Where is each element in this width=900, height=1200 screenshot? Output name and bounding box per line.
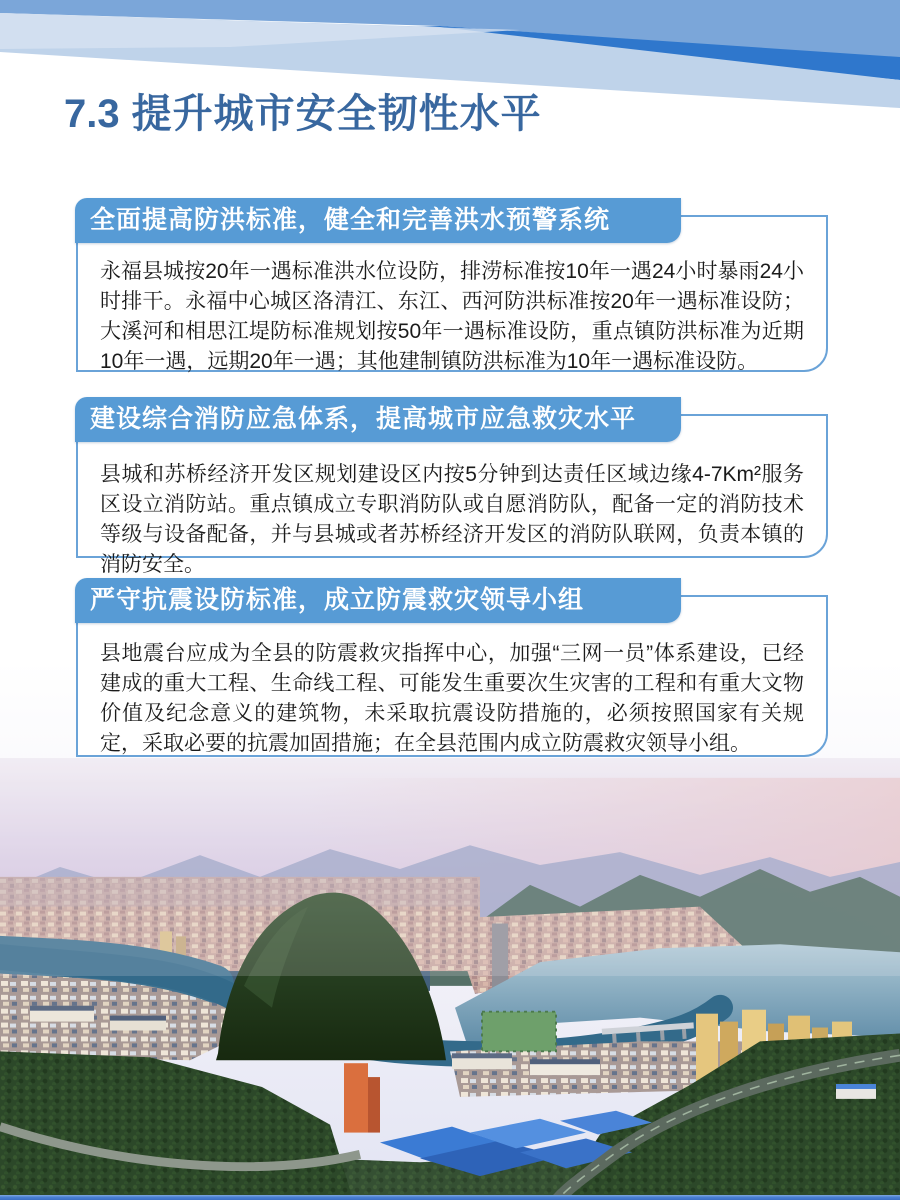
section-heading-bar: 建设综合消防应急体系，提高城市应急救灾水平 [75, 397, 681, 442]
footer-accent-line [0, 1195, 900, 1200]
city-aerial-photo [0, 758, 900, 1196]
page-title [64, 82, 542, 139]
section-heading-bar: 严守抗震设防标准，成立防震救灾领导小组 [75, 578, 681, 623]
section-fire-emergency [76, 397, 828, 576]
section-body-box: 永福县城按20年一遇标准洪水位设防，排涝标准按10年一遇24小时暴雨24小时排干。永福中心城区洛清江、东江、西河防洪标准按20年一遇标准设防；大溪河和相思江堤防标准规划按50年一遇标准设防，重点镇防洪标准为近期10年一遇，远期20年一遇；其他建制镇防洪标准为10年一遇标准设防。 [76, 215, 828, 372]
section-number: 7.3 [64, 92, 120, 136]
section-flood-control [76, 198, 828, 372]
section-body-box: 县地震台应成为全县的防震救灾指挥中心，加强“三网一员”体系建设，已经建成的重大工程、生命线工程、可能发生重要次生灾害的工程和有重大文物价值及纪念意义的建筑物，未采取抗震设防措施的，必须按照国家有关规定，采取必要的抗震加固措施；在全县范围内成立防震救灾领导小组。 [76, 595, 828, 757]
section-heading-bar: 全面提高防洪标准，健全和完善洪水预警系统 [75, 198, 681, 243]
section-title-text: 提升城市安全韧性水平 [131, 92, 542, 136]
section-body-box: 县城和苏桥经济开发区规划建设区内按5分钟到达责任区域边缘4-7Km²服务区设立消防站。重点镇成立专职消防队或自愿消防队，配备一定的消防技术等级与设备配备，并与县城或者苏桥经济开发区的消防队联网，负责本镇的消防安全。 [76, 414, 828, 558]
section-earthquake [76, 578, 828, 757]
